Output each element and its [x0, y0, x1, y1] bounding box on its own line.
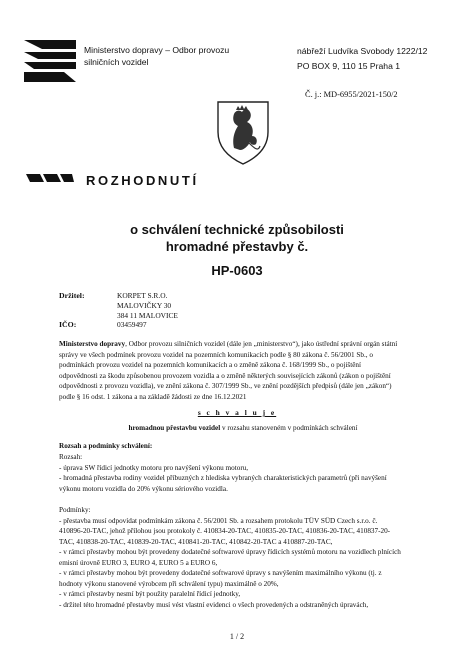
- coat-of-arms-icon: [214, 96, 272, 166]
- scope-line: - úprava SW řídicí jednotky motoru pro navýšení výkonu motoru,: [59, 463, 249, 472]
- condition-line: - v rámci přestavby nesmí být použity paralelní řídicí jednotky,: [59, 590, 241, 598]
- condition-line: - v rámci přestavby mohou být provedeny dodatečné softwarové úpravy s navýšením maximálního výkonu (tj. z: [59, 569, 382, 577]
- paragraph-line: podle § 16 odst. 1 zákona a na základě žádosti ze dne 16.12.2021: [59, 392, 247, 401]
- condition-line: - držitel této hromadné přestavby musí vést vlastní evidenci o všech provedených a odstraněných úpravách,: [59, 600, 369, 609]
- holder-name: KORPET S.R.O.: [117, 291, 168, 300]
- condition-line: - přestavba musí odpovídat podmínkám zákona č. 56/2001 Sb. a rozsahem protokolu TÜV SÜD Czech s.r.o. č.: [59, 516, 378, 525]
- paragraph-line: odpovědnosti za škodu způsobenou provozem vozidla a o změně některých souvisejících zákonů (zákon o pojištění: [59, 371, 391, 380]
- decision-title-line-1: o schválení technické způsobilosti: [130, 222, 344, 237]
- scope-label: Rozsah:: [59, 453, 83, 461]
- holder-street: MALOVIČKY 30: [117, 301, 172, 310]
- conditions-block: [59, 505, 435, 610]
- ico-label: IČO:: [59, 320, 77, 329]
- condition-line: - v rámci přestavby mohou být provedeny dodatečné softwarové úpravy řídicích systémů motoru na vozidlech plnících: [59, 548, 401, 556]
- document-heading: ROZHODNUTÍ: [86, 173, 199, 188]
- paragraph-line: podmínkách provozu vozidel na pozemních komunikacích a o změně zákona č. 168/1999 Sb., o pojištění: [59, 361, 361, 369]
- holder-label: Držitel:: [59, 291, 85, 300]
- legal-paragraph: [59, 339, 427, 402]
- paragraph-line: Ministerstvo dopravy, Odbor provozu silničních vozidel (dále jen „ministerstvo“), jako ústřední správní orgán státní: [59, 340, 398, 348]
- ministry-address: [297, 44, 427, 74]
- decision-number: HP-0603: [211, 263, 263, 278]
- condition-line: 410896-20-TAC, jehož přílohou jsou protokoly č. 410834-20-TAC, 410835-20-TAC, 410836-20-TAC, 410837-20-: [59, 527, 391, 535]
- approval-bold: hromadnou přestavbu vozidel: [128, 424, 221, 432]
- paragraph-line: odpovědnosti z provozu vozidla), ve znění zákona č. 307/1999 Sb., ve znění pozdějších předpisů (dále jen „zákon“): [59, 382, 392, 390]
- ico-value: 03459497: [117, 320, 147, 329]
- heading-decoration: [26, 172, 74, 184]
- ministry-logo: [24, 40, 76, 82]
- paragraph-line: správy ve všech podmínek provozu vozidel na pozemních komunikacích podle § 80 zákona č. 56/2001 Sb., o: [59, 350, 373, 359]
- scope-block: [59, 452, 435, 494]
- condition-line: TAC, 410838-20-TAC, 410839-20-TAC, 410841-20-TAC, 410842-20-TAC a 410887-20-TAC,: [59, 537, 333, 546]
- address-pobox: PO BOX 9, 110 15 Praha 1: [297, 61, 401, 71]
- condition-line: hodnoty výkonu stanovené výrobcem při schválení typu) maximálně o 20%,: [59, 579, 279, 588]
- approval-rest: v rozsahu stanoveném v podmínkách schválení: [220, 424, 358, 432]
- holder-city: 384 11 MALOVICE: [117, 311, 178, 320]
- ministry-line-1: Ministerstvo dopravy – Odbor provozu: [84, 45, 230, 55]
- approval-statement: [59, 424, 427, 432]
- address-street: nábřeží Ludvíka Svobody 1222/12: [297, 46, 428, 56]
- page-number: 1 / 2: [229, 632, 245, 641]
- schvaluje-heading: s c h v a l u j e: [197, 408, 277, 417]
- decision-title-line-2: hromadné přestavby č.: [165, 239, 309, 254]
- condition-line: emisní úrovně EURO 3, EURO 4, EURO 5 a EURO 6,: [59, 558, 218, 567]
- scope-heading: Rozsah a podmínky schválení:: [59, 442, 153, 450]
- conditions-label: Podmínky:: [59, 506, 91, 514]
- ministry-name: [84, 44, 274, 68]
- reference-number: Č. j.: MD-6955/2021-150/2: [305, 90, 398, 99]
- scope-line: - hromadná přestavba rodiny vozidel příbuzných z hlediska vybraných charakteristických parametrů (při navýšení: [59, 474, 387, 482]
- scope-line: výkonu motoru vozidla do 20% výkonu sériového vozidla.: [59, 484, 228, 493]
- ministry-line-2: silničních vozidel: [84, 57, 149, 67]
